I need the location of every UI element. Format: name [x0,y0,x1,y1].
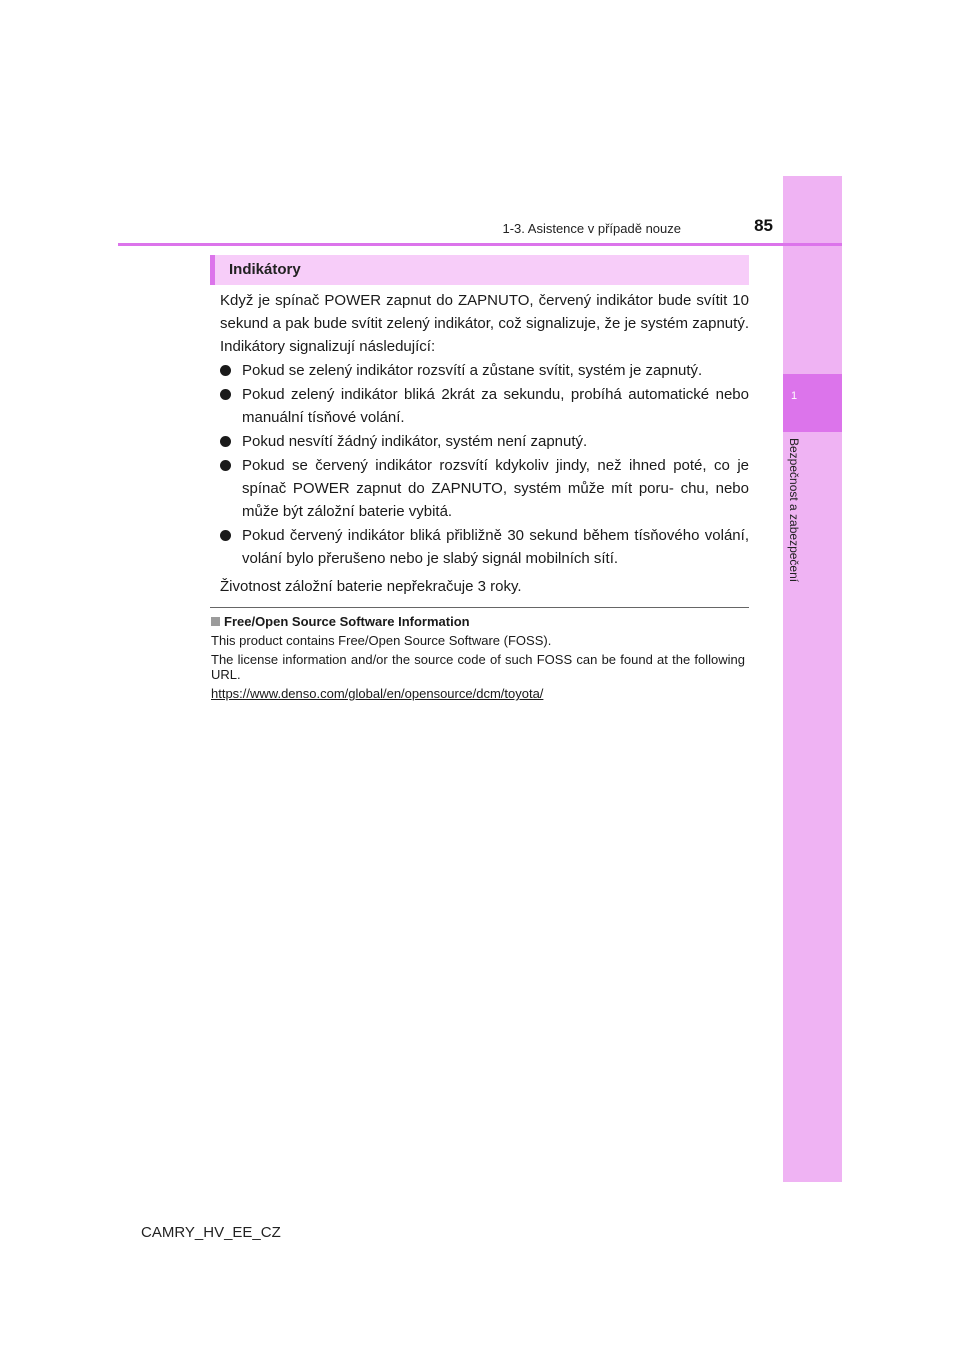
list-item [220,383,749,429]
closing-paragraph: Životnost záložní baterie nepřekračuje 3 roky. [220,578,522,595]
bullet-icon [220,389,231,400]
list-item [220,359,749,382]
section-title: Indikátory [229,261,301,278]
chapter-number: 1 [790,390,798,402]
intro-paragraph: Když je spínač POWER zapnut do ZAPNUTO, červený indikátor bude svítit 10 sekund a pak bude svítit zelený indikátor, což signalizuje, že je systém zapnutý. Indikátory signalizují následující: [220,292,749,355]
list-item [220,524,749,570]
note-heading-text: Free/Open Source Software Information [224,614,470,629]
header-section: 1-3. Asistence v případě nouze [502,221,681,236]
divider [210,607,749,608]
list-item-text: Pokud červený indikátor bliká přibližně 30 sekund během tísňového volání, volání bylo přerušeno nebo je slabý signál mobilních sítí. [242,527,749,567]
section-body [220,289,749,598]
section-heading-box [210,255,749,285]
list-item-text: Pokud se červený indikátor rozsvítí kdykoliv jindy, než ihned poté, co je spínač POWER zapnut do ZAPNUTO, systém může mít poru- chu, nebo může být záložní baterie vybitá. [242,457,749,520]
foss-url-link[interactable]: https://www.denso.com/global/en/opensource/dcm/toyota/ [211,686,544,701]
bullet-icon [220,530,231,541]
list-item-text: Pokud zelený indikátor bliká 2krát za sekundu, probíhá automatické nebo manuální tísňové volání. [242,386,749,426]
bullet-icon [220,436,231,447]
list-item-text: Pokud nesvítí žádný indikátor, systém není zapnutý. [242,433,588,450]
list-item [220,454,749,523]
note-line-1: This product contains Free/Open Source Software (FOSS). [211,633,552,648]
page-number: 85 [754,216,773,235]
note-section [211,614,745,701]
list-item-text: Pokud se zelený indikátor rozsvítí a zůstane svítit, systém je zapnutý. [242,362,703,379]
list-item [220,430,749,453]
header-rule [118,243,842,246]
note-line-2: The license information and/or the source code of such FOSS can be found at the following URL. [211,652,745,682]
chapter-title: Bezpečnost a zabezpečení [787,438,801,583]
square-bullet-icon [211,617,220,626]
side-tab-active [783,374,842,432]
bullet-icon [220,365,231,376]
footer-document-code: CAMRY_HV_EE_CZ [141,1224,281,1241]
note-heading [211,614,745,629]
bullet-icon [220,460,231,471]
side-tab [783,176,842,1182]
